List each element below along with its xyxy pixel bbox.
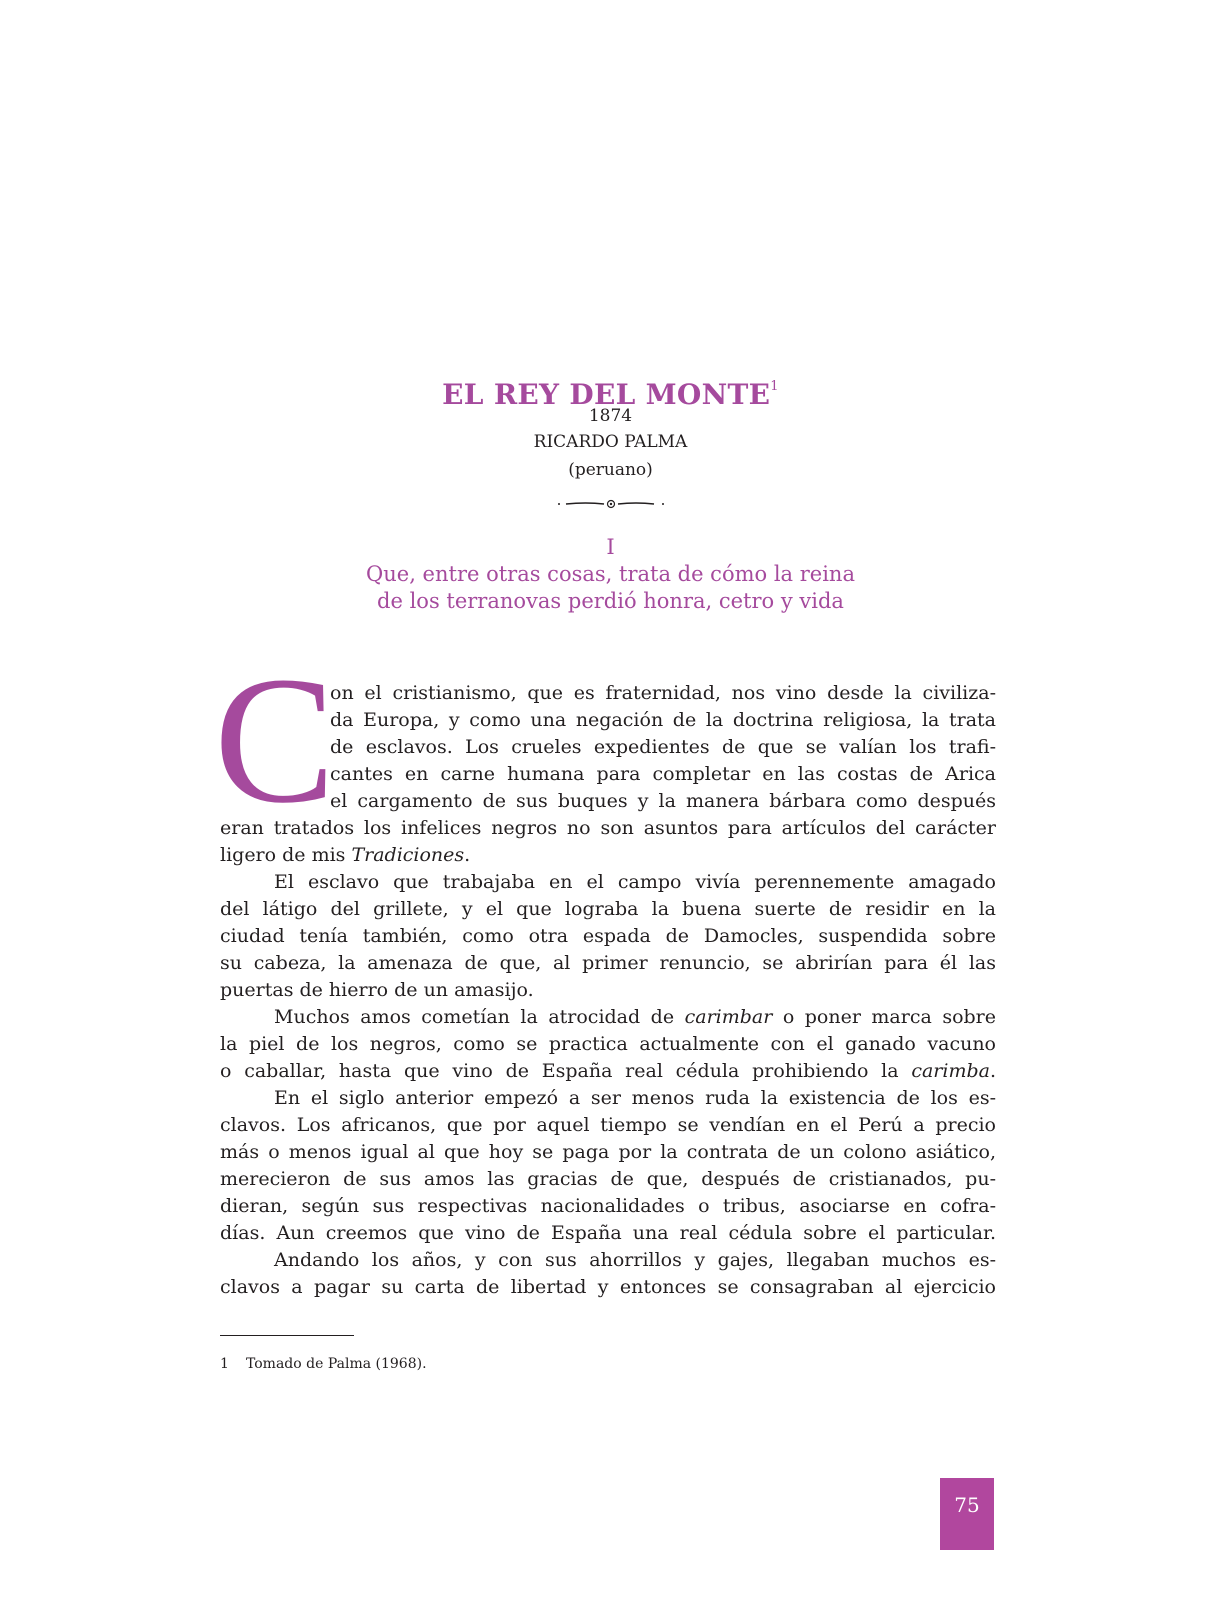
footnote-number: 1 xyxy=(220,1356,229,1372)
chapter-numeral: I xyxy=(606,535,615,559)
text-line: eran tratados los infelices negros no son asuntos para artículos del carácter xyxy=(220,817,996,839)
text-line: ciudad tenía también, como otra espada de Damocles, suspendida sobre xyxy=(220,925,996,947)
chapter-subtitle-line1: Que, entre otras cosas, trata de cómo la reina xyxy=(366,562,855,586)
text-run: o poner marca sobre xyxy=(772,1006,996,1028)
text-line: El esclavo que trabajaba en el campo vivía perennemente amagado xyxy=(274,871,996,893)
text-line: del látigo del grillete, y el que lograba la buena suerte de residir en la xyxy=(220,898,996,920)
text-line: de esclavos. Los crueles expedientes de que se valían los trafi- xyxy=(330,736,996,758)
year: 1874 xyxy=(588,406,633,426)
text-line: el cargamento de sus buques y la manera bárbara como después xyxy=(330,790,996,812)
text-run: . xyxy=(989,1060,996,1082)
text-line: da Europa, y como una negación de la doctrina religiosa, la trata xyxy=(330,709,996,731)
footnote xyxy=(220,1356,427,1372)
text-line xyxy=(220,1004,996,1031)
footnote-rule xyxy=(220,1335,354,1336)
text-line: cantes en carne humana para completar en las costas de Arica xyxy=(330,763,996,785)
text-line: clavos. Los africanos, que por aquel tiempo se vendían en el Perú a precio xyxy=(220,1114,996,1136)
text-line: la piel de los negros, como se practica actualmente con el ganado vacuno xyxy=(220,1033,996,1055)
text-run-italic: carimba xyxy=(911,1060,990,1082)
text-line: puertas de hierro de un amasijo. xyxy=(220,979,534,1001)
text-run: o caballar, hasta que vino de España real cédula prohibiendo la xyxy=(220,1060,912,1082)
nationality: (peruano) xyxy=(568,460,653,480)
body-text xyxy=(220,680,996,1301)
text-run-italic: carimbar xyxy=(684,1006,773,1028)
text-line: clavos a pagar su carta de libertad y entonces se consagraban al ejercicio xyxy=(220,1276,996,1298)
title-text: EL REY DEL MONTE xyxy=(442,378,771,411)
page-number: 75 xyxy=(940,1478,994,1550)
footnote-ref: 1 xyxy=(770,379,779,394)
text-line xyxy=(220,1058,996,1085)
footnote-text: Tomado de Palma (1968). xyxy=(246,1356,427,1372)
text-run: ligero de mis xyxy=(220,844,352,866)
text-run: Muchos amos cometían la atrocidad de xyxy=(274,1006,685,1028)
author: RICARDO PALMA xyxy=(533,432,688,452)
text-line: más o menos igual al que hoy se paga por la contrata de un colono asiático, xyxy=(220,1141,996,1163)
chapter-subtitle-line2: de los terranovas perdió honra, cetro y vida xyxy=(377,589,844,613)
text-line: dieran, según sus respectivas nacionalidades o tribus, asociarse en cofra- xyxy=(220,1195,996,1217)
ornament-divider-icon xyxy=(556,497,666,511)
text-line: merecieron de sus amos las gracias de que, después de cristianados, pu- xyxy=(220,1168,996,1190)
drop-cap: C xyxy=(214,640,336,841)
text-line: su cabeza, la amenaza de que, al primer renuncio, se abrirían para él las xyxy=(220,952,996,974)
text-line: Andando los años, y con sus ahorrillos y gajes, llegaban muchos es- xyxy=(274,1249,996,1271)
text-line: días. Aun creemos que vino de España una real cédula sobre el particular. xyxy=(220,1222,996,1244)
text-line xyxy=(220,842,996,869)
text-run: . xyxy=(464,844,471,866)
text-line: on el cristianismo, que es fraternidad, nos vino desde la civiliza- xyxy=(330,682,996,704)
text-line: En el siglo anterior empezó a ser menos ruda la existencia de los es- xyxy=(274,1087,996,1109)
text-run-italic: Tradiciones xyxy=(351,844,465,866)
